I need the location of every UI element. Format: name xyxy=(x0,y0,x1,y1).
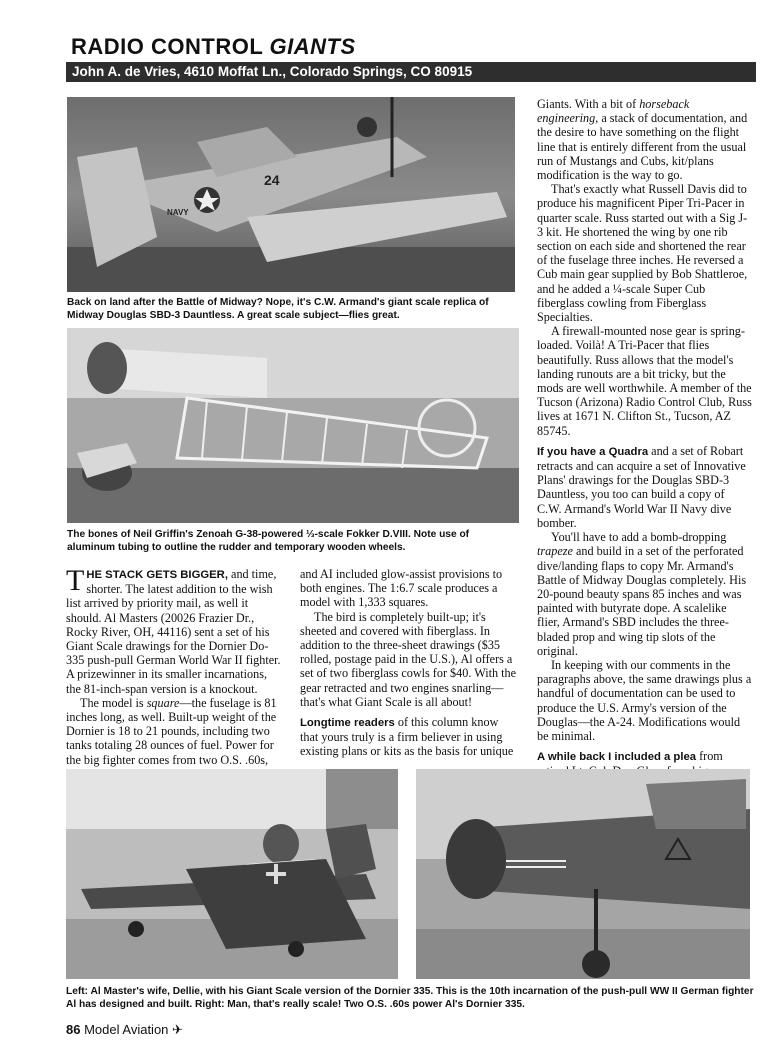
drop-cap: T xyxy=(66,564,85,597)
page-number: 86 xyxy=(66,1022,81,1037)
author-byline: John A. de Vries, 4610 Moffat Ln., Colorado Springs, CO 80915 xyxy=(72,64,473,79)
column-title-giants: GIANTS xyxy=(269,34,356,59)
col1-p2-b: —the fuselage is 81 inches long, as well. Built-up weight of the Dornier is 18 to 21 pounds, including two tanks totaling 28 ounces of fuel. Power for the big fighter comes from two O.S. .60s, xyxy=(66,695,277,767)
col3-p1-b: a stack of documentation, and the desire to have something on the flight line that is entirely different from the usual run of Mustangs and Cubs, kit/plans modification is the way to go. xyxy=(537,111,748,183)
body-column-2 xyxy=(300,567,518,759)
col3-p7-lead: A while back I included a plea xyxy=(537,751,697,764)
col3-p1-em: horseback engineering, xyxy=(537,97,690,126)
magazine-name: Model Aviation xyxy=(84,1022,169,1037)
col3-p1-a: Giants. With a bit of xyxy=(537,97,640,111)
col1-p1-text: and time, shorter. The latest addition to the wish list arrived by priority mail, as well it should. Al Masters (20026 Frazier Dr., Rocky River, OH, 44116) sent a set of his Giant Scale drawings for the Dornier Do-335 push-pull German World War II fighter. A prizewinner in its smaller incarnations, the 81-inch-span version is a knockout. xyxy=(66,567,281,696)
caption-dornier: Left: Al Master's wife, Dellie, with his Giant Scale version of the Dornier 335. This is the 10th incarnation of the push-pull WW II German fighter Al has designed and built. Right: Man, that's really scale! Two O.S. .60s power Al's Dornier 335. xyxy=(66,986,754,1010)
col2-p3-text: of this column know that yours truly is a firm believer in using existing plans or kits as the basis for unique xyxy=(300,715,514,759)
col2-p2: The bird is completely built-up; it's sheeted and covered with fiberglass. In addition to the three-sheet drawings ($35 rolled, postage paid in the U.S.), Al offers a set of two fiberglass cowls for $40. With the gear retracted and two engines snarling—that's what Giant Scale is all about! xyxy=(300,609,517,709)
col1-p2-em: square xyxy=(146,695,180,710)
col3-p4-lead: If you have a Quadra xyxy=(537,445,649,458)
dauntless-navy-marking: NAVY xyxy=(167,208,189,217)
col3-p5-em: trapeze xyxy=(537,544,573,559)
col3-p7-a: from xyxy=(699,749,723,764)
col2-p3-lead: Longtime readers xyxy=(300,717,395,730)
dauntless-tail-code: 24 xyxy=(264,172,280,188)
col3-p2: That's exactly what Russell Davis did to produce his magnificent Piper Tri-Pacer in quarter scale. Russ started out with a Sig J-3 kit. He shortened the wing by one rib section on each side and shortened the rear of the fuselage three inches. He reversed a Cub main gear supplied by Bob Shattleroe, and he added a ¼-scale Super Cub fiberglass cowling from Fiberglass Specialties. xyxy=(537,182,748,325)
col3-p6: In keeping with our comments in the paragraphs above, the same drawings plus a handful of documentation can be used to produce the U.S. Army's version of the Douglas—the A-24. Modifications would be minimal. xyxy=(537,657,752,743)
author-byline-bar xyxy=(66,62,756,82)
col2-p1: and AI included glow-assist provisions to both engines. The 1:6.7 scale produces a model with 1,333 squares. xyxy=(300,567,503,610)
photo-dornier-left xyxy=(66,769,398,979)
col3-p4-text: and a set of Robart retracts and can acquire a set of Innovative Plans' drawings for the Douglas SBD-3 Dauntless, you too can build a copy of C.W. Armand's World War II Navy dive bomber. xyxy=(537,443,746,530)
column-title xyxy=(71,34,356,60)
col3-p5-a: You'll have to add a bomb-dropping xyxy=(551,530,727,545)
body-column-3 xyxy=(537,97,752,850)
photo-fokker xyxy=(67,328,519,523)
caption-dauntless: Back on land after the Battle of Midway? Nope, it's C.W. Armand's giant scale replica of Midway Douglas SBD-3 Dauntless. A great scale subject—flies great. xyxy=(67,297,489,321)
photo-dornier-right xyxy=(416,769,750,979)
col3-p5-b: and build in a set of the perforated dive/landing flaps to copy Mr. Armand's Battle of Midway Douglas completely. His 20-pound beauty spans 85 inches and was painted with butyrate dope. A scalelike flier, Armand's SBD includes the three-bladed prop and wing tip slots of the original. xyxy=(537,544,747,658)
photo-dauntless xyxy=(67,97,515,292)
col3-p3: A firewall-mounted nose gear is spring-loaded. Voilà! A Tri-Pacer that flies beautifully. Russ allows that the model's landing runouts are a bit tricky, but the mods are well worthwhile. A member of the Tucson (Arizona) Radio Control Club, Russ lives at 1671 N. Clifton St., Tucson, AZ 85745. xyxy=(537,324,752,438)
body-column-1 xyxy=(66,564,284,767)
page-footer xyxy=(66,1022,183,1038)
column-title-main: RADIO CONTROL xyxy=(71,34,263,59)
col1-p2-a: The model is xyxy=(80,695,147,710)
airplane-icon: ✈ xyxy=(172,1022,183,1037)
lead-in-caps: HE STACK GETS BIGGER, xyxy=(86,569,228,581)
caption-fokker: The bones of Neil Griffin's Zenoah G-38-powered ⅓-scale Fokker D.VIII. Note use of aluminum tubing to outline the rudder and temporary wooden wheels. xyxy=(67,529,470,553)
